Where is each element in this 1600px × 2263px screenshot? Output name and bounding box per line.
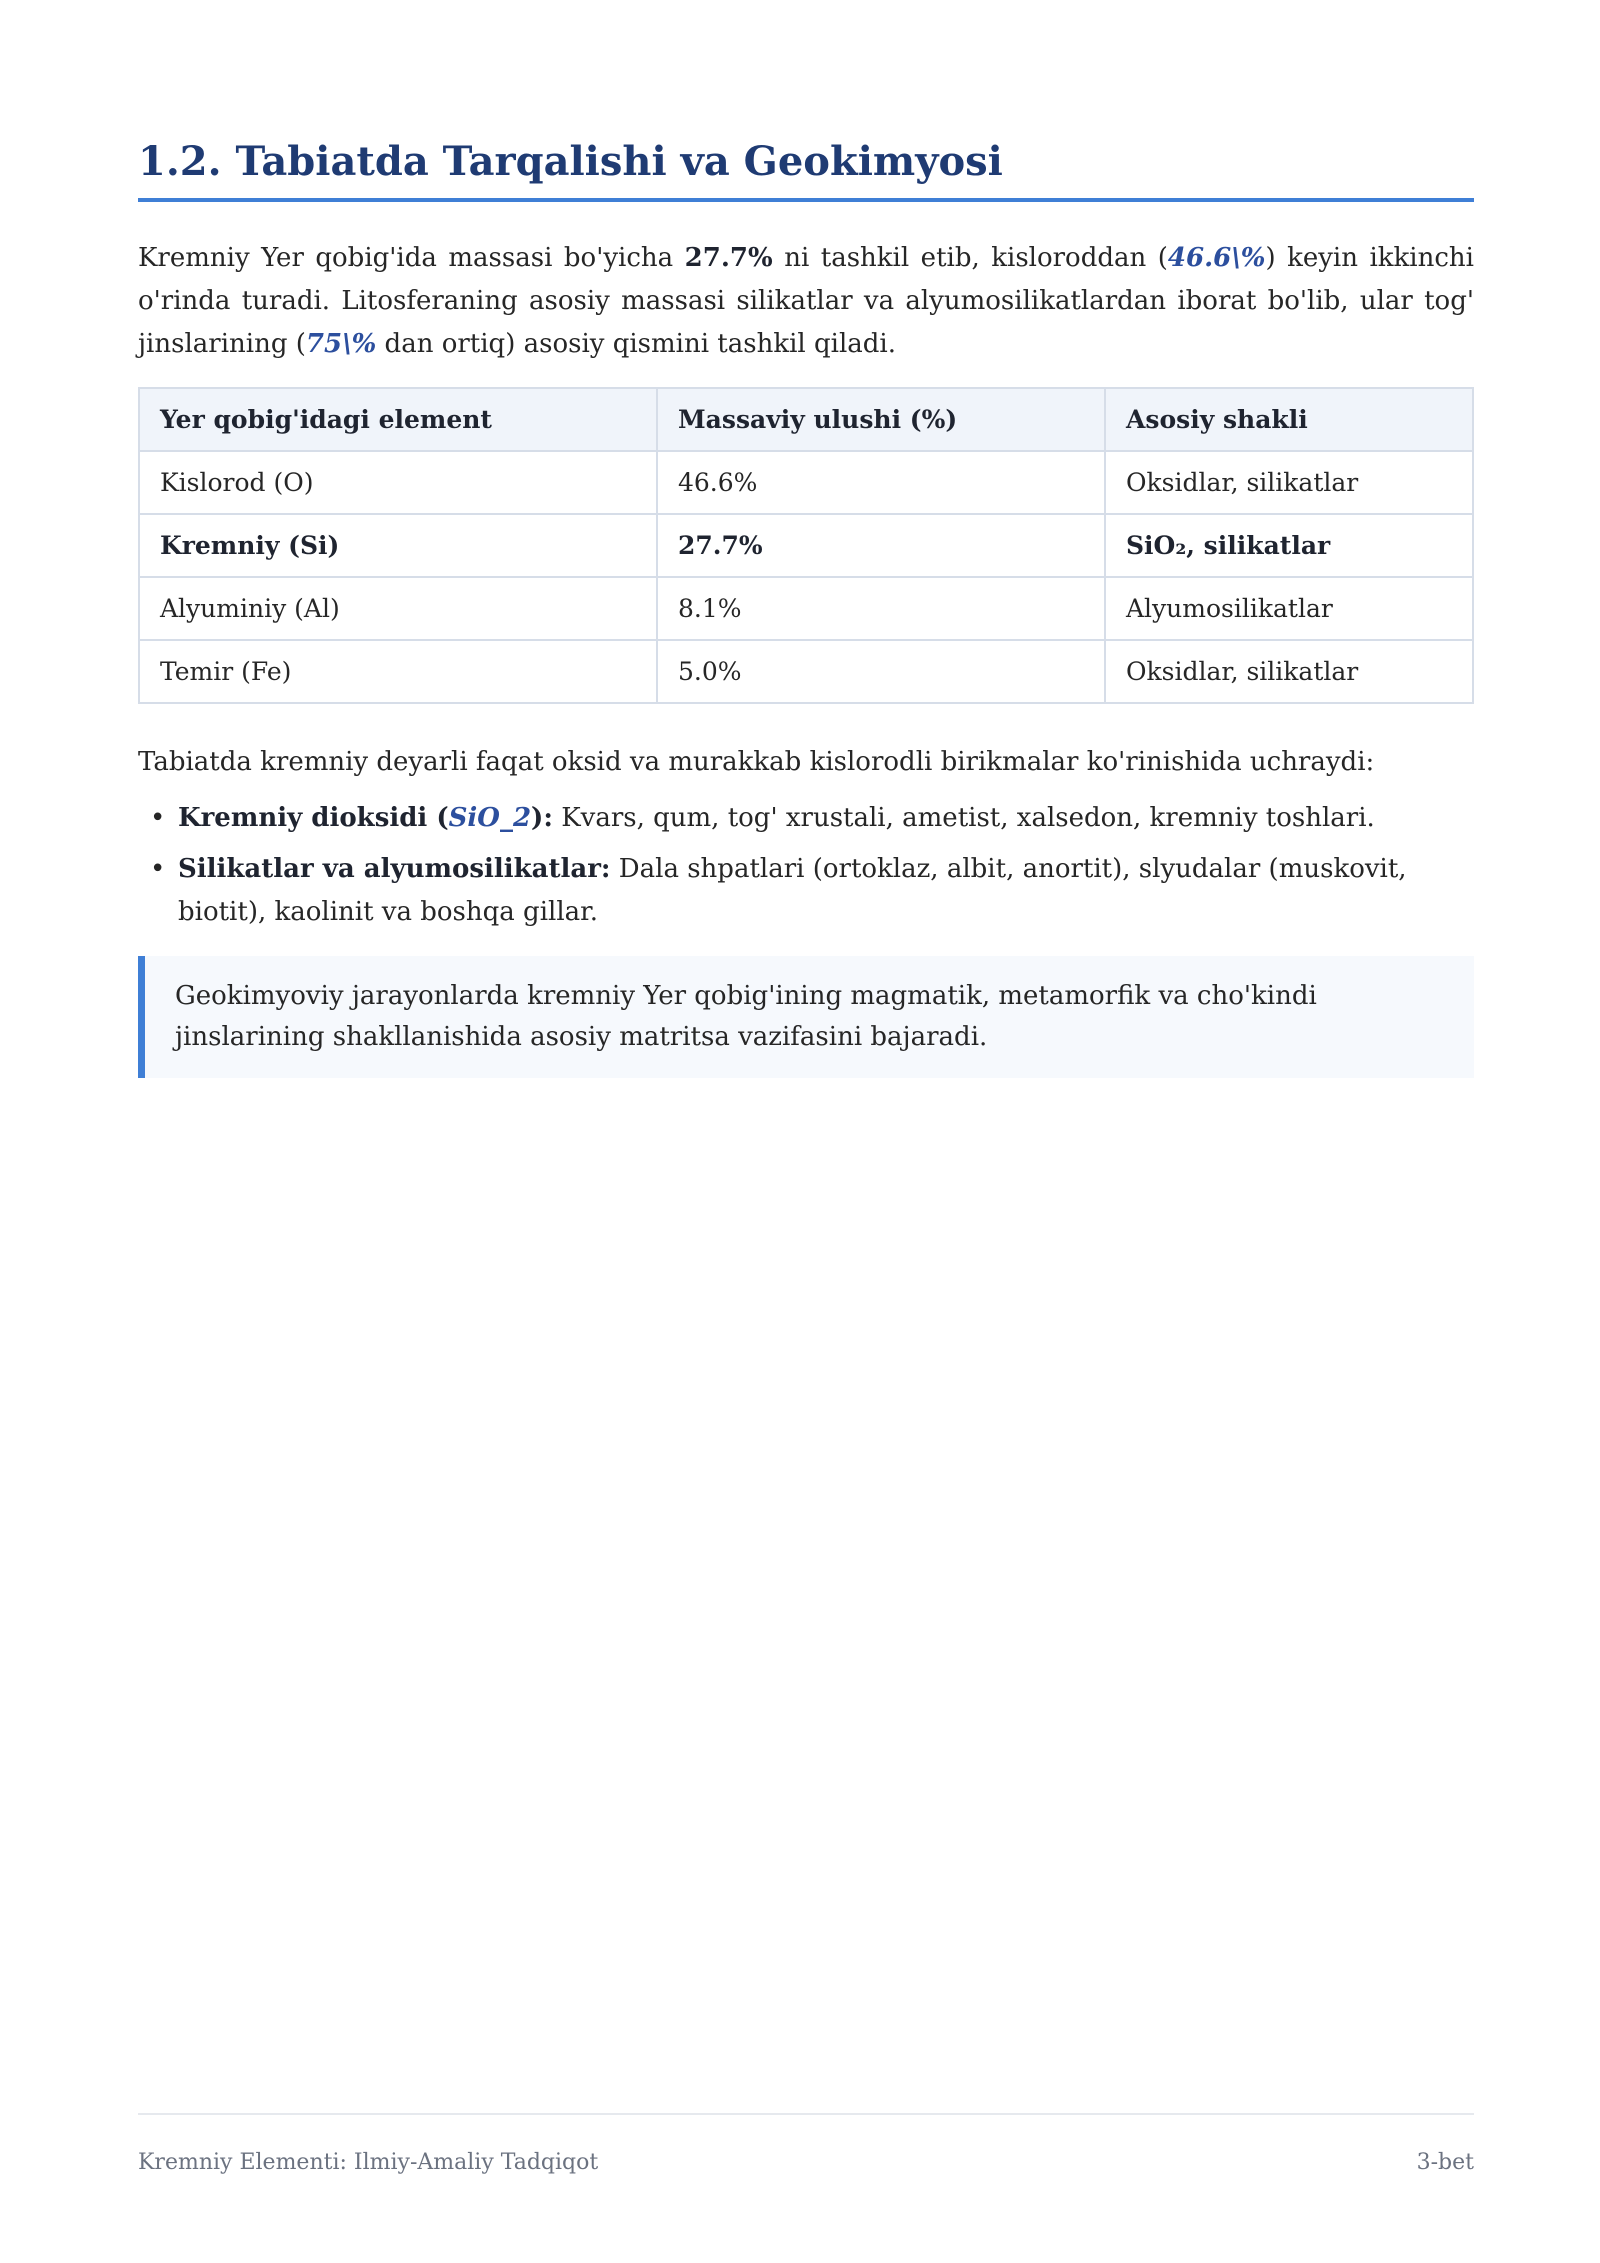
crust-elements-table (138, 387, 1474, 704)
footer-document-title: Kremniy Elementi: Ilmiy-Amaliy Tadqiqot (138, 2150, 599, 2175)
cell-form: Oksidlar, silikatlar (1105, 640, 1473, 703)
table-row (139, 514, 1473, 577)
footer-divider (138, 2113, 1474, 2115)
header-main-form: Asosiy shakli (1105, 388, 1473, 451)
list-item (150, 848, 1474, 934)
cell-element: Temir (Fe) (139, 640, 657, 703)
list-item-heading: Silikatlar va alyumosilikatlar: (178, 854, 611, 884)
rock-percent-math: 75\% (305, 329, 377, 359)
table-row (139, 640, 1473, 703)
note-callout: Geokimyoviy jarayonlarda kremniy Yer qobig'ining magmatik, metamorfik va cho'kindi jinslarining shakllanishida asosiy matritsa vazifasini bajaradi. (138, 956, 1474, 1078)
list-item-heading (178, 803, 553, 833)
silicon-percent: 27.7% (684, 243, 773, 273)
intro-text-3: ) keyin ikkinchi o'rinda turadi. Litosferaning asosiy massasi silikatlar va alyumosilikatlardan iborat bo'lib, ular tog' jinslarining ( (138, 243, 1474, 359)
header-mass-fraction: Massaviy ulushi (%) (657, 388, 1105, 451)
bullet-icon: • (150, 803, 166, 833)
bullet-icon: • (150, 854, 166, 884)
intro-text-4: dan ortiq) asosiy qismini tashkil qiladi. (376, 329, 896, 359)
list-item (150, 797, 1474, 840)
list-item-heading-end: ): (531, 803, 553, 833)
document-page (138, 0, 1474, 2263)
header-element: Yer qobig'idagi element (139, 388, 657, 451)
oxygen-percent-math: 46.6\% (1167, 243, 1266, 273)
footer-page-number: 3-bet (1416, 2150, 1474, 2175)
cell-mass: 46.6% (657, 451, 1105, 514)
table-row (139, 577, 1473, 640)
occurrence-list (138, 797, 1474, 942)
cell-element: Kremniy (Si) (139, 514, 657, 577)
cell-element: Alyuminiy (Al) (139, 577, 657, 640)
intro-paragraph (138, 237, 1474, 366)
cell-mass: 27.7% (657, 514, 1105, 577)
occurrence-paragraph: Tabiatda kremniy deyarli faqat oksid va murakkab kislorodli birikmalar ko'rinishida uchraydi: (138, 747, 1375, 777)
cell-form: Alyumosilikatlar (1105, 577, 1473, 640)
intro-text-1: Kremniy Yer qobig'ida massasi bo'yicha (138, 243, 685, 273)
list-item-text: Dala shpatlari (ortoklaz, albit, anortit), slyudalar (muskovit, biotit), kaolinit va boshqa gillar. (178, 854, 1407, 927)
section-title: 1.2. Tabiatda Tarqalishi va Geokimyosi (138, 140, 1474, 202)
cell-form: Oksidlar, silikatlar (1105, 451, 1473, 514)
cell-mass: 8.1% (657, 577, 1105, 640)
cell-element: Kislorod (O) (139, 451, 657, 514)
table-row (139, 451, 1473, 514)
intro-text-2: ni tashkil etib, kisloroddan ( (772, 243, 1168, 273)
table-header-row (139, 388, 1473, 451)
list-item-heading-text: Kremniy dioksidi ( (178, 803, 449, 833)
list-item-text: Kvars, qum, tog' xrustali, ametist, xalsedon, kremniy toshlari. (552, 803, 1375, 833)
cell-mass: 5.0% (657, 640, 1105, 703)
sio2-math: SiO_2 (448, 803, 532, 833)
cell-form: SiO₂, silikatlar (1105, 514, 1473, 577)
